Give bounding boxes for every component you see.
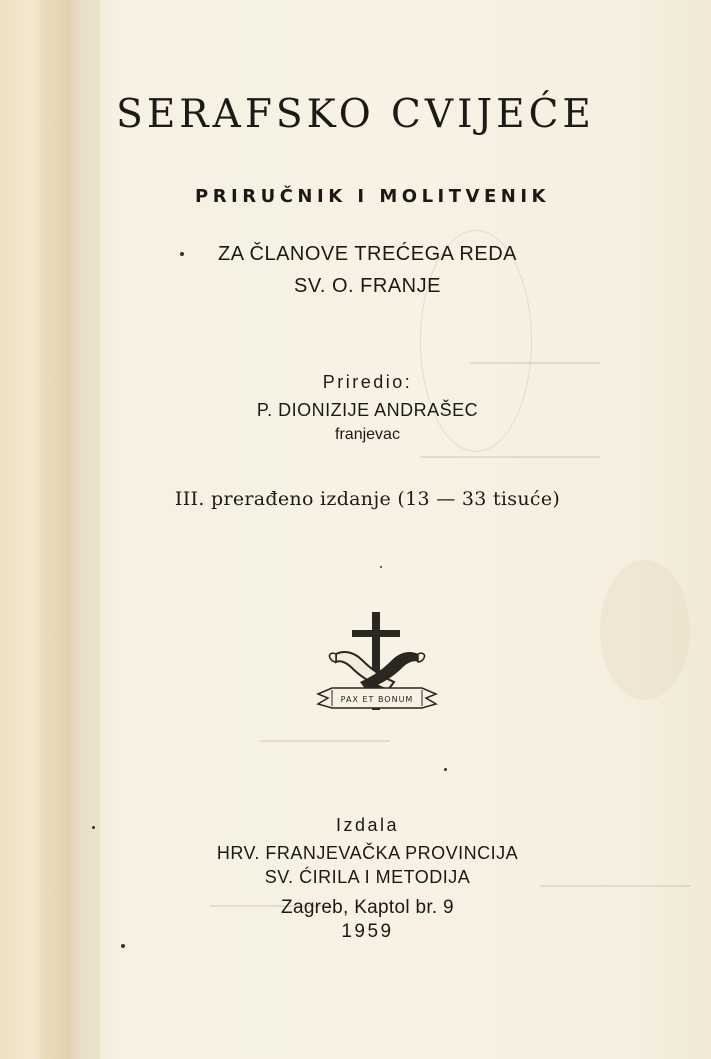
members-line-1: ZA ČLANOVE TREĆEGA REDA bbox=[218, 243, 517, 265]
publication-year: 1959 bbox=[341, 921, 394, 942]
author-name: P. DIONIZIJE ANDRAŠEC bbox=[256, 400, 479, 420]
publisher-line-2: SV. ĆIRILA I METODIJA bbox=[264, 867, 471, 887]
bleed-through bbox=[470, 362, 600, 364]
book-title: SERAFSKO CVIJEĆE bbox=[116, 92, 595, 137]
edition-line: III. prerađeno izdanje (13 — 33 tisuće) bbox=[174, 488, 561, 510]
bleed-through bbox=[260, 740, 390, 742]
dust-speck bbox=[121, 944, 125, 948]
emblem-banner-text: PAX ET BONUM bbox=[340, 695, 414, 704]
publisher-line-1: HRV. FRANJEVAČKA PROVINCIJA bbox=[216, 843, 519, 863]
prepared-by-label: Priredio: bbox=[322, 372, 413, 392]
paper-stain bbox=[600, 560, 690, 700]
franciscan-cross-arms-icon bbox=[314, 610, 440, 722]
dust-speck bbox=[92, 826, 95, 829]
bleed-through bbox=[420, 456, 600, 458]
book-subtitle: PRIRUČNIK I MOLITVENIK bbox=[195, 186, 550, 207]
dust-speck bbox=[380, 566, 382, 568]
dust-speck bbox=[180, 252, 184, 256]
published-by-label: Izdala bbox=[335, 815, 400, 835]
publisher-address: Zagreb, Kaptol br. 9 bbox=[281, 897, 454, 918]
members-line-2: SV. O. FRANJE bbox=[294, 275, 441, 297]
author-order: franjevac bbox=[335, 426, 400, 443]
dust-speck bbox=[444, 768, 447, 771]
